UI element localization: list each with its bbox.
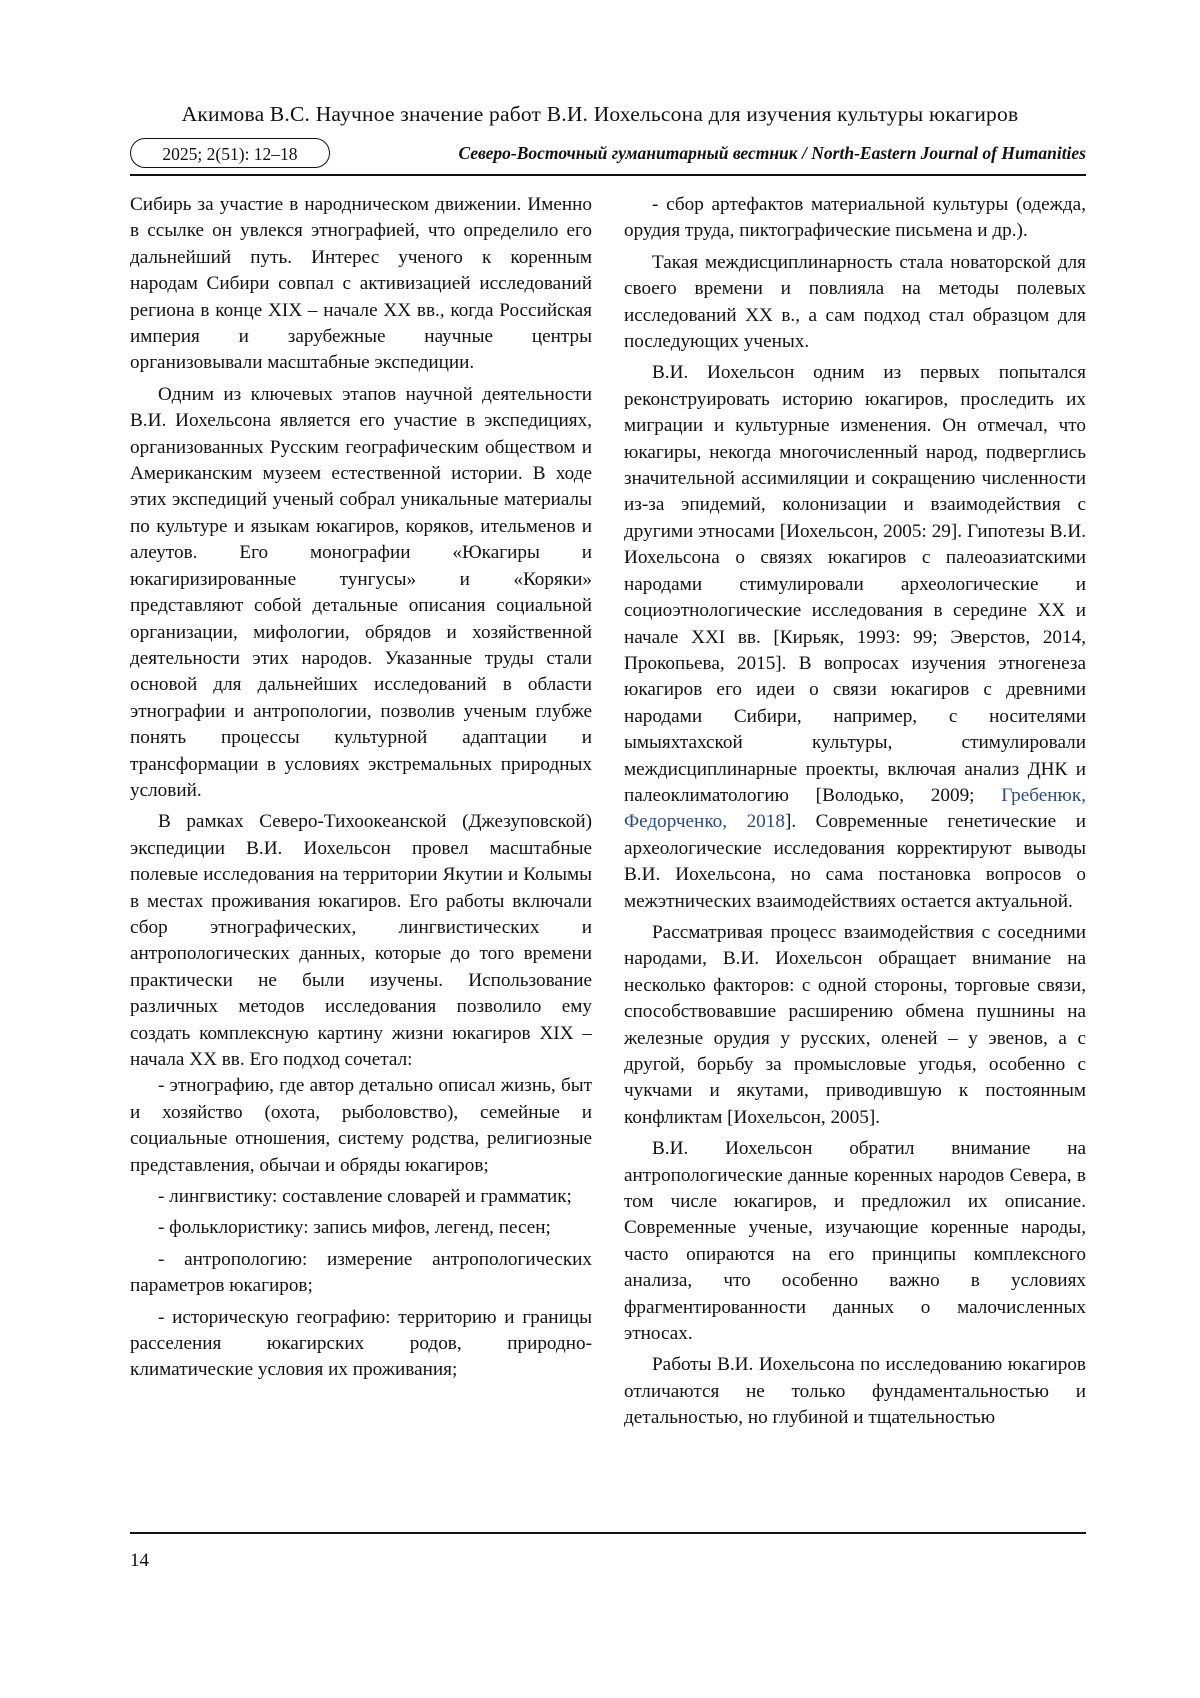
paragraph: Одним из ключевых этапов научной деятельности В.И. Иохельсона является его участие в экспедициях, организованных Русским географическим обществом и Американским музеем естественной истории. В ходе этих экспедиций ученый собрал уникальные материалы по культуре и языкам юкагиров, коряков, ительменов и алеутов. Его монографии «Юкагиры и юкагиризированные тунгусы» и «Коряки» представляют собой детальные описания социальной организации, мифологии, обрядов и хозяйственной деятельности этих народов. Указанные труды стали основой для дальнейших исследований в области этнографии и антропологии, позволив ученым глубже понять процессы культурной адаптации и трансформации в условиях экстремальных природных условий. — [130, 383, 592, 801]
issue-badge: 2025; 2(51): 12–18 — [130, 138, 330, 168]
page-title: Акимова В.С. Научное значение работ В.И. Иохельсона для изучения культуры юкагиров — [181, 102, 1019, 126]
right-column — [624, 192, 1086, 1432]
journal-meta-row — [130, 138, 1086, 170]
citation-link[interactable]: Гребенюк, Федорченко, 2018 — [624, 784, 1086, 833]
paragraph: Работы В.И. Иохельсона по исследованию юкагиров отличаются не только фундаментальностью и детальностью, но глубиной и тщательностью — [624, 1354, 1086, 1429]
left-column — [130, 192, 592, 1384]
footer-rule — [130, 1532, 1086, 1534]
header-rule — [130, 174, 1086, 176]
paragraph: Такая междисциплинарность стала новаторской для своего времени и повлияла на методы полевых исследований XX в., а сам подход стал образцом для последующих ученых. — [624, 251, 1086, 353]
list-item: - этнографию, где автор детально описал жизнь, быт и хозяйство (охота, рыболовство), семейные и социальные отношения, систему родства, религиозные представления, обычаи и обряды юкагиров; — [130, 1075, 592, 1176]
paragraph: Сибирь за участие в народническом движении. Именно в ссылке он увлекся этнографией, что определило его дальнейший путь. Интерес ученого к коренным народам Сибири совпал с активизацией исследований региона в конце XIX – начале XX вв., когда Российская империя и зарубежные научные центры организовывали масштабные экспедиции. — [130, 194, 592, 374]
paragraph: В.И. Иохельсон обратил внимание на антропологические данные коренных народов Севера, в том числе юкагиров, и предложил их описание. Современные ученые, изучающие коренные народы, часто опираются на его принципы комплексного анализа, что особенно важно в условиях фрагментированности данных о малочисленных этносах. — [624, 1138, 1086, 1345]
paragraph-text: ]. Современные генетические и археологические исследования корректируют выводы В.И. Иохельсона, но сама постановка вопросов о межэтнических взаимодействиях остается актуальной. — [624, 811, 1086, 912]
paragraph — [624, 360, 1086, 915]
list-item: - фольклористику: запись мифов, легенд, песен; — [158, 1217, 551, 1239]
list-item: - лингвистику: составление словарей и грамматик; — [158, 1186, 572, 1208]
paragraph: В рамках Северо-Тихоокеанской (Джезуповской) экспедиции В.И. Иохельсон провел масштабные полевые исследования на территории Якутии и Колымы в местах проживания юкагиров. Его работы включали сбор этнографических, лингвистических и антропологических данных, которые до того времени практически не были изучены. Использование различных методов исследования позволило ему создать комплексную картину жизни юкагиров XIX – начала XX вв. Его подход сочетал: — [130, 811, 592, 1070]
page-number: 14 — [130, 1550, 149, 1571]
list-item: - сбор артефактов материальной культуры (одежда, орудия труда, пиктографические письмена и др.). — [624, 194, 1086, 242]
list-item: - историческую географию: территорию и границы расселения юкагирских родов, природно-климатические условия их проживания; — [130, 1306, 592, 1381]
journal-name: Северо-Восточный гуманитарный вестник / North-Eastern Journal of Humanities — [458, 143, 1086, 163]
paragraph: Рассматривая процесс взаимодействия с соседними народами, В.И. Иохельсон обращает внимание на несколько факторов: с одной стороны, торговые связи, способствовавшие расширению обмена пушнины на железные орудия у русских, оленей – у эвенов, а с другой, борьбу за промысловые угодья, особенно с чукчами и якутами, приводившую к постоянным конфликтам [Иохельсон, 2005]. — [624, 921, 1086, 1128]
list-item: - антропологию: измерение антропологических параметров юкагиров; — [130, 1248, 592, 1297]
paragraph-text: В.И. Иохельсон одним из первых попытался реконструировать историю юкагиров, проследить их миграции и культурные изменения. Он отмечал, что юкагиры, некогда многочисленный народ, подверглись значительной ассимиляции и сокращению численности из-за эпидемий, колонизации и взаимодействия с другими этносами [Иохельсон, 2005: 29]. Гипотезы В.И. Иохельсона о связях юкагиров с палеоазиатскими народами стимулировали археологические и социоэтнологические исследования в середине XX и начале XXI вв. [Кирьяк, 1993: 99; Эверстов, 2014, Прокопьева, 2015]. В вопросах изучения этногенеза юкагиров его идеи о связи юкагиров с древними народами Сибири, например, с носителями ымыяхтахской культуры, стимулировали междисциплинарные проекты, включая анализ ДНК и палеоклиматологию [Володько, 2009; — [624, 362, 1086, 806]
